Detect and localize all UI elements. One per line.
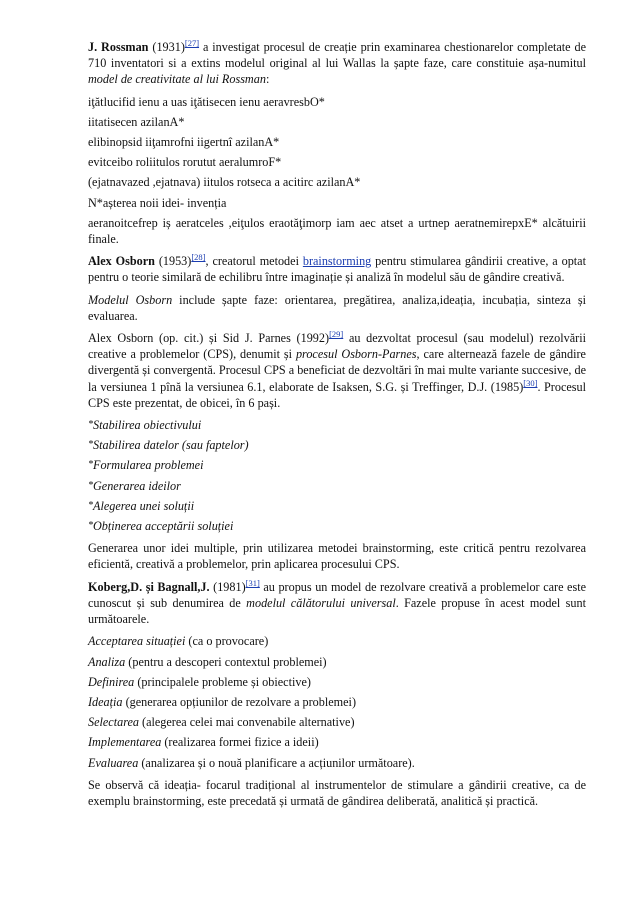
rossman-line: elibinopsid iiţamrofni iigertnî azilanA* <box>88 135 280 150</box>
bullet-icon: * <box>88 439 93 451</box>
cps-step: *Stabilirea obiectivului <box>88 418 202 433</box>
cps-step: *Generarea ideilor <box>88 478 181 493</box>
cps-step: *Alegerea unei soluții <box>88 498 195 513</box>
footnote-ref-link[interactable]: [27] <box>184 37 200 48</box>
process-title: procesul Osborn-Parnes <box>295 347 417 362</box>
rossman-line: iitatisecen azilanA* <box>88 114 185 129</box>
koberg-phase: Selectarea (alegerea celei mai convenabile alternative) <box>88 715 355 730</box>
year: (1953) <box>154 254 192 269</box>
paragraph-koberg <box>88 579 586 628</box>
koberg-phase: Definirea (principalele probleme și obiective) <box>88 674 311 689</box>
footnote-ref-link[interactable]: [30] <box>523 377 538 388</box>
year: (1981) <box>209 579 246 594</box>
rossman-line: (ejatnavazed ,ejatnava) iitulos rotseca a acitirc azilanA* <box>88 175 361 190</box>
footnote-ref-link[interactable]: [29] <box>329 328 344 339</box>
paragraph-conclusion: Se observă că ideația- focarul tradițional al instrumentelor de stimulare a gândirii creative, ca de exemplu brainstorming, este precedată și urmată de gândirea deliberată, analitică și practică. <box>88 777 586 808</box>
model-title: model de creativitate al lui Rossman <box>88 72 266 87</box>
footnote-ref-link[interactable]: [28] <box>191 252 206 263</box>
year: (1931) <box>148 40 185 54</box>
brainstorming-link[interactable]: brainstorming <box>302 254 372 269</box>
author-name: Koberg,D. și Bagnall,J. <box>88 579 210 594</box>
footnote-ref-link[interactable]: [31] <box>245 577 260 588</box>
body-text: . Procesul CPS este prezentat, de obicei, în 6 pași. <box>88 379 586 410</box>
author-name: Alex Osborn <box>88 254 155 269</box>
paragraph-osborn <box>88 253 586 285</box>
paragraph-osborn-parnes <box>88 330 586 411</box>
rossman-line: N*așterea noii idei- invenția <box>88 195 227 210</box>
body-text: Alex Osborn (op. cit.) și Sid J. Parnes (1992) <box>88 331 330 346</box>
koberg-phase: Evaluarea (analizarea și o nouă planificare a acțiunilor următoare). <box>88 755 415 770</box>
cps-step: *Obținerea acceptării soluției <box>88 519 234 534</box>
body-text: au propus un model de rezolvare creativă a problemelor care este cunoscut și sub denumirea de <box>88 579 586 610</box>
model-title: modelul călătorului universal <box>246 595 396 610</box>
body-text: : <box>265 72 270 87</box>
koberg-phase: Analiza (pentru a descoperi contextul problemei) <box>88 654 327 669</box>
paragraph-osborn-model <box>88 292 586 324</box>
cps-step: *Formularea problemei <box>88 458 204 473</box>
bullet-icon: * <box>88 499 93 511</box>
body-text: pentru stimularea gândirii creative, a optat pentru o teorie similară de echilibru între imaginație și analiză în modelul său de gândire creativă. <box>88 254 586 285</box>
body-text: , care alternează fazele de gândire divergentă și convergentă. Procesul CPS a beneficiat de dezvoltări în mai multe variante succesive, de la versiunea 1 pînă la versiunea 6.1, elaborate de Isaksen, S.G. și Treffinger, D.J. (1985) <box>88 347 586 394</box>
author-name: J. Rossman <box>88 40 149 54</box>
rossman-line: aeranoitcefrep iș aeratceles ,eiţulos eraotăţimorp iam aec atset a urtnep aeratnemirepxE* alcătuirii finale. <box>88 215 586 247</box>
body-text: au dezvoltat procesul (sau modelul) rezolvării creative a problemelor (CPS), denumit și <box>88 331 586 362</box>
rossman-line: evitceibo roliitulos rorutut aeralumroF* <box>88 155 282 170</box>
cps-step: *Stabilirea datelor (sau faptelor) <box>88 438 249 453</box>
bullet-icon: * <box>88 459 93 471</box>
rossman-line: iţătlucifid ienu a uas iţătisecen ienu aeravresbO* <box>88 94 325 109</box>
bullet-icon: * <box>88 479 93 491</box>
body-text: include șapte faze: orientarea, pregătirea, analiza,ideația, incubația, sinteza și evaluarea. <box>88 292 586 323</box>
body-text: a investigat procesul de creație prin examinarea chestionarelor completate de 710 inventatori si a extins modelul original al lui Wallas la șapte faze, care constituie așa-numitul <box>88 40 587 71</box>
body-text: , creatorul metodei <box>205 254 303 269</box>
model-title: Modelul Osborn <box>88 292 173 307</box>
body-text: . Fazele propuse în acest model sunt următoarele. <box>88 595 586 627</box>
bullet-icon: * <box>88 419 93 431</box>
bullet-icon: * <box>88 520 93 532</box>
koberg-phase: Acceptarea situației (ca o provocare) <box>88 634 269 649</box>
koberg-phase: Implementarea (realizarea formei fizice a ideii) <box>88 735 319 750</box>
paragraph-generation: Generarea unor idei multiple, prin utilizarea metodei brainstorming, este critică pentru rezolvarea eficientă, creativă a problemelor, prin aplicarea procesului CPS. <box>88 541 586 572</box>
koberg-phase: Ideația (generarea opțiunilor de rezolvare a problemei) <box>88 694 357 709</box>
paragraph-rossman <box>88 39 586 88</box>
